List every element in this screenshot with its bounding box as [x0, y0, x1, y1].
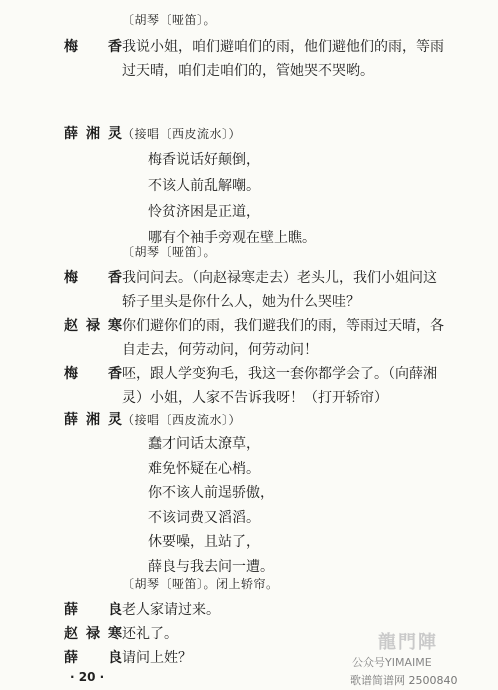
speech-text — [122, 314, 462, 362]
stage-direction: 〔胡琴〔哑笛〕。 — [122, 245, 217, 259]
speech-text — [122, 35, 462, 83]
speech-line: 还礼了。 — [122, 626, 178, 642]
verse-line: 你不该人前逞骄傲， — [148, 485, 274, 501]
stage-direction: 〔胡琴〔哑笛〕。闭上轿帘。 — [122, 577, 279, 591]
verse-line: 不该词费又滔滔。 — [148, 509, 260, 526]
verse-line: 薛良与我去问一遭。 — [148, 558, 274, 575]
verse-line: 蠢才问话太潦草， — [148, 436, 260, 452]
speaker-name: 薛 良 — [64, 602, 122, 618]
verse-block — [148, 432, 274, 579]
speech-line: 自走去，何劳动问，何劳动问！ — [122, 342, 318, 358]
watermark-text: 歌谱简谱网 2500840 — [350, 674, 458, 687]
watermark-text: 公众号YIMAIME — [352, 656, 432, 669]
verse-line: 梅香说话好颠倒， — [148, 152, 260, 168]
verse-line: 难免怀疑在心梢。 — [148, 460, 260, 477]
dialogue-meixiang — [0, 35, 498, 85]
speaker-name: 赵禄寒 — [64, 318, 122, 334]
verse-line: 不该人前乱解嘲。 — [148, 178, 260, 194]
speaker-name: 梅 香 — [64, 270, 122, 286]
verse-block — [148, 148, 316, 252]
stage-direction: 〔胡琴〔哑笛〕。 — [122, 13, 217, 27]
watermark-logo: 龍門陣 — [378, 632, 438, 653]
speaker-name: 梅 香 — [64, 366, 122, 382]
singing-cue: （接唱〔西皮流水〕） — [122, 127, 242, 141]
speech-line: 我说小姐，咱们避咱们的雨，他们避他们的雨，等雨 — [122, 39, 444, 55]
dialogue-meixiang — [0, 266, 498, 316]
verse-line: 哪有个袖手旁观在壁上瞧。 — [148, 230, 316, 246]
speech-line: 呸，跟人学变狗毛，我这一套你都学会了。（向薛湘 — [122, 366, 437, 382]
speaker-name: 薛湘灵 — [64, 126, 122, 142]
page-number: · 20 · — [70, 670, 105, 684]
speaker-name: 梅 香 — [64, 39, 122, 55]
speech-line: 请问上姓？ — [122, 650, 192, 666]
dialogue-xueliang — [0, 598, 498, 622]
dialogue-xuexiangling — [0, 408, 498, 578]
speech-line: 过天晴，咱们走咱们的，管她哭不哭哟。 — [122, 63, 374, 79]
speech-line: 轿子里头是你什么人，她为什么哭哇？ — [122, 294, 360, 310]
speech-line: 老人家请过来。 — [122, 602, 220, 618]
speech-line: 灵）小姐，人家不告诉我呀！（打开轿帘） — [122, 390, 388, 406]
dialogue-meixiang — [0, 362, 498, 412]
dialogue-zhaoluhan — [0, 314, 498, 364]
verse-line: 休要噪，且站了， — [148, 534, 260, 550]
speech-line: 你们避你们的雨，我们避我们的雨，等雨过天晴，各 — [122, 318, 444, 334]
speaker-name: 薛 良 — [64, 650, 122, 666]
singing-cue: （接唱〔西皮流水〕） — [122, 413, 242, 427]
dialogue-xuexiangling — [0, 122, 498, 252]
speech-text — [122, 266, 462, 314]
speech-line: 我问问去。（向赵禄寒走去）老头儿，我们小姐问这 — [122, 270, 437, 286]
speaker-name: 赵禄寒 — [64, 626, 122, 642]
verse-line: 怜贫济困是正道， — [148, 204, 260, 220]
speaker-name: 薛湘灵 — [64, 412, 122, 428]
speech-text — [122, 362, 462, 410]
